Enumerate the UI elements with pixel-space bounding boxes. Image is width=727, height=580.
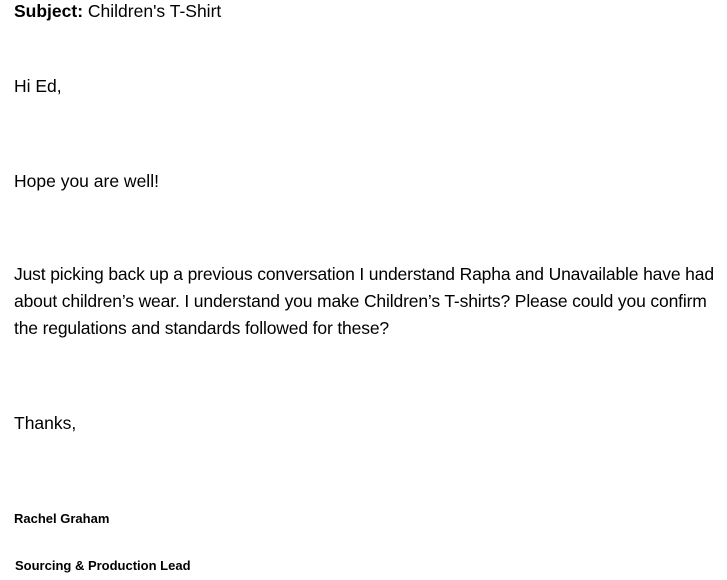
message-paragraph: Just picking back up a previous conversation I understand Rapha and Unavailable have had about children’s wear. I understand you make Children’s T-shirts? Please could you confirm the regulations and standards followed for these?	[14, 264, 714, 338]
sign-off: Thanks,	[14, 413, 77, 433]
signature-name: Rachel Graham	[14, 511, 110, 526]
subject-label: Subject:	[14, 1, 84, 21]
email-body	[14, 0, 714, 580]
subject-line	[14, 0, 221, 23]
greeting: Hi Ed,	[14, 76, 62, 96]
subject-value: Children's T-Shirt	[83, 1, 222, 21]
well-wish-line: Hope you are well!	[14, 171, 159, 191]
signature-title: Sourcing & Production Lead	[15, 558, 191, 573]
